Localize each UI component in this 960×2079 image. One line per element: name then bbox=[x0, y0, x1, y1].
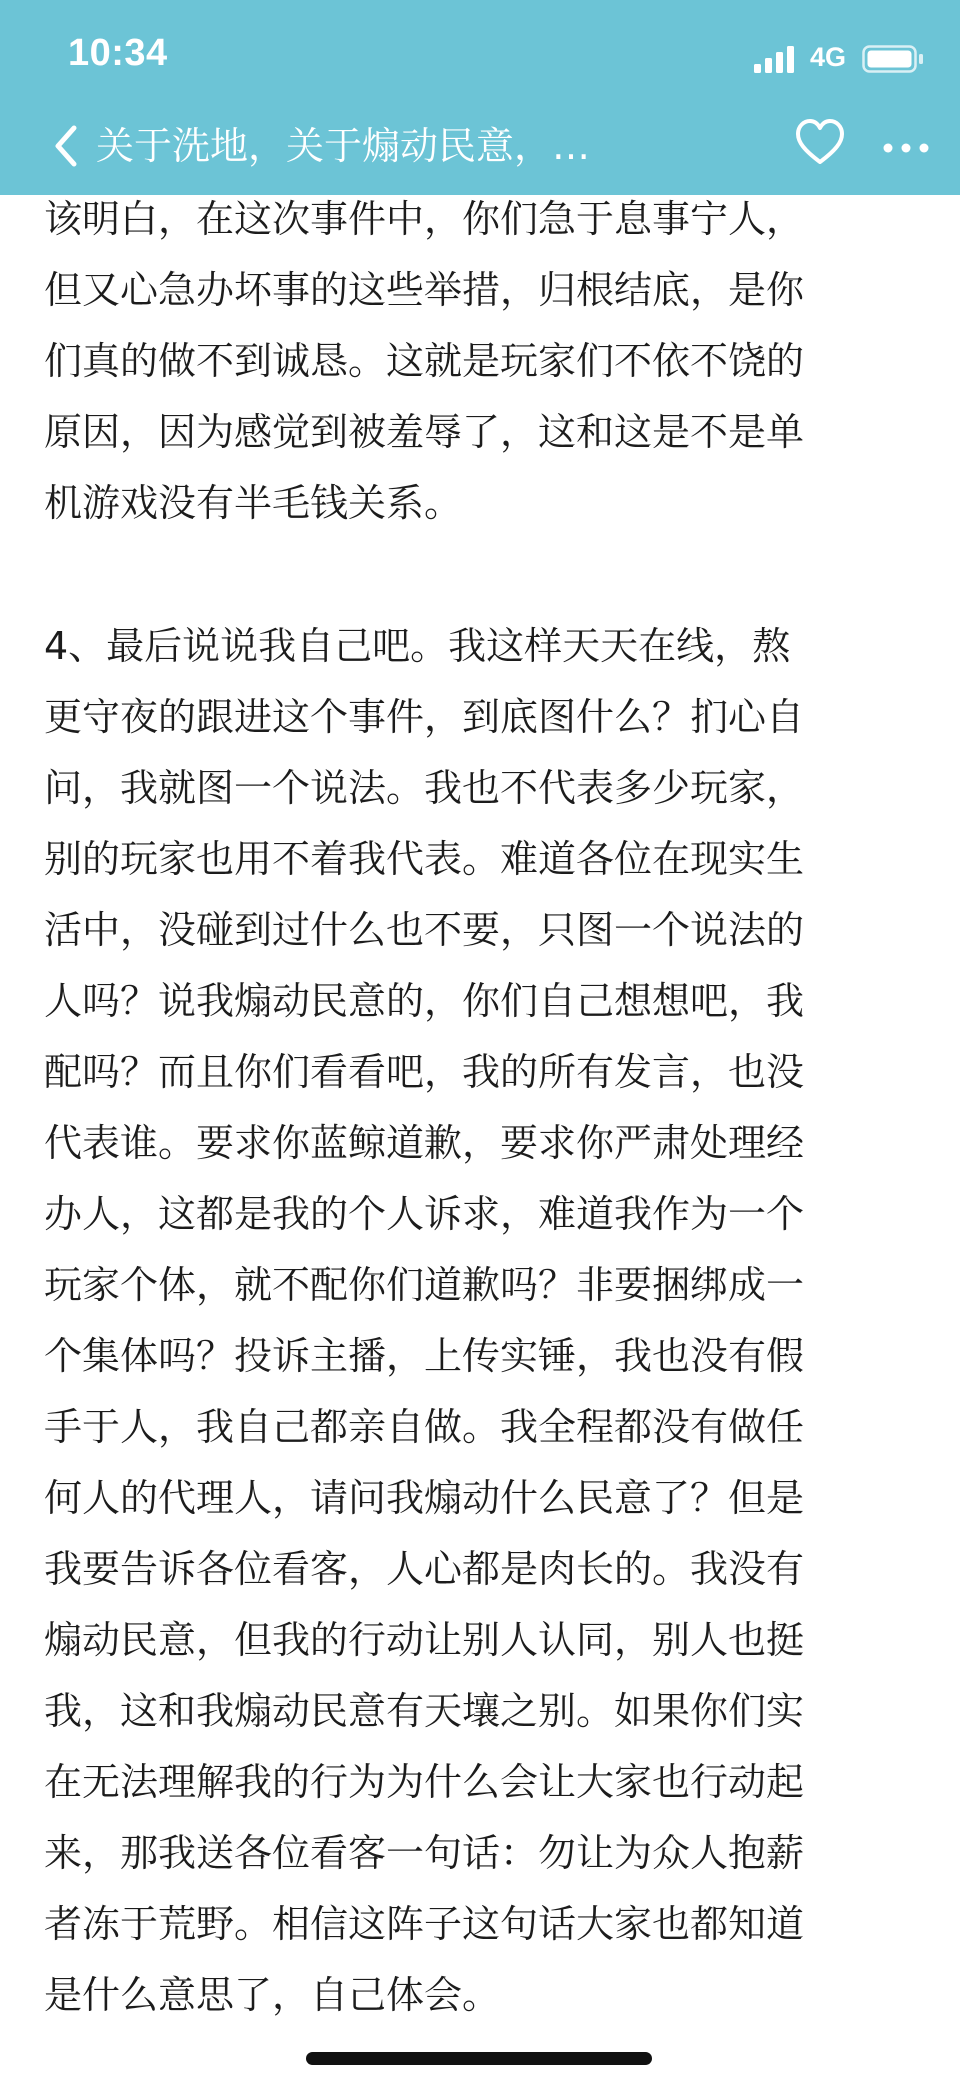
network-type: 4G bbox=[810, 42, 847, 72]
text-line: 们真的做不到诚恳。这就是玩家们不依不饶的 bbox=[44, 339, 805, 383]
text-line: 更守夜的跟进这个事件，到底图什么？扪心自 bbox=[44, 695, 805, 739]
text-line: 在无法理解我的行为为什么会让大家也行动起 bbox=[44, 1760, 805, 1804]
text-line: 人吗？说我煽动民意的，你们自己想想吧，我 bbox=[44, 979, 805, 1023]
app-header bbox=[0, 0, 960, 195]
text-line: 原因，因为感觉到被羞辱了，这和这是不是单 bbox=[44, 410, 805, 454]
page-title: 关于洗地，关于煽动民意，… bbox=[96, 124, 591, 168]
text-line: 玩家个体，就不配你们道歉吗？非要捆绑成一 bbox=[44, 1263, 805, 1307]
text-line: 该明白，在这次事件中，你们急于息事宁人， bbox=[44, 197, 805, 241]
battery-icon bbox=[862, 45, 926, 73]
article-paragraph-2 bbox=[44, 611, 924, 2031]
text-line: 办人，这都是我的个人诉求，难道我作为一个 bbox=[44, 1192, 805, 1236]
status-time: 10:34 bbox=[68, 32, 168, 74]
text-line: 机游戏没有半毛钱关系。 bbox=[44, 481, 463, 525]
more-icon[interactable] bbox=[878, 124, 934, 164]
text-line: 个集体吗？投诉主播，上传实锤，我也没有假 bbox=[44, 1334, 805, 1378]
text-line: 者冻于荒野。相信这阵子这句话大家也都知道 bbox=[44, 1902, 805, 1946]
home-indicator[interactable] bbox=[306, 2052, 652, 2065]
text-line: 4、最后说说我自己吧。我这样天天在线，熬 bbox=[44, 624, 791, 668]
text-line: 别的玩家也用不着我代表。难道各位在现实生 bbox=[44, 837, 805, 881]
text-line: 是什么意思了，自己体会。 bbox=[44, 1973, 501, 2017]
text-line: 手于人，我自己都亲自做。我全程都没有做任 bbox=[44, 1405, 805, 1449]
text-line: 问，我就图一个说法。我也不代表多少玩家， bbox=[44, 766, 805, 810]
status-bar bbox=[0, 0, 960, 110]
text-line: 但又心急办坏事的这些举措，归根结底，是你 bbox=[44, 268, 805, 312]
back-icon[interactable] bbox=[46, 116, 86, 176]
heart-icon[interactable] bbox=[794, 116, 846, 172]
text-line: 我要告诉各位看客，人心都是肉长的。我没有 bbox=[44, 1547, 805, 1591]
text-line: 配吗？而且你们看看吧，我的所有发言，也没 bbox=[44, 1050, 805, 1094]
text-line: 来，那我送各位看客一句话：勿让为众人抱薪 bbox=[44, 1831, 805, 1875]
nav-bar bbox=[0, 110, 960, 195]
text-line: 我，这和我煽动民意有天壤之别。如果你们实 bbox=[44, 1689, 805, 1733]
text-line: 活中，没碰到过什么也不要，只图一个说法的 bbox=[44, 908, 805, 952]
signal-icon bbox=[752, 44, 802, 74]
text-line: 何人的代理人，请问我煽动什么民意了？但是 bbox=[44, 1476, 805, 1520]
text-line: 代表谁。要求你蓝鲸道歉，要求你严肃处理经 bbox=[44, 1121, 805, 1165]
article-paragraph-1 bbox=[44, 184, 924, 539]
text-line: 煽动民意，但我的行动让别人认同，别人也挺 bbox=[44, 1618, 805, 1662]
